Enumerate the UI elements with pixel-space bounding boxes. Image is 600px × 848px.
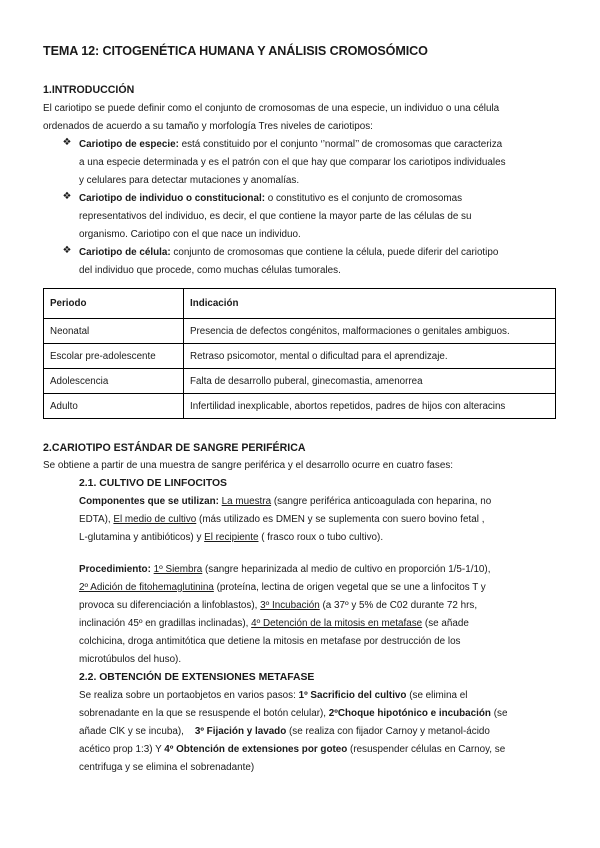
procedure-text: provoca su diferenciación a linfoblastos),	[79, 600, 261, 611]
extensions-text: (se	[490, 708, 508, 719]
table-cell-indication: Infertilidad inexplicable, abortos repetidos, padres de hijos con alteracins	[184, 394, 556, 419]
bullet-2-line-3: organismo. Cariotipo con el que nace un individuo.	[79, 229, 301, 240]
step-mitosis-arrest-desc: (se añade	[422, 618, 469, 629]
extensions-text: (se realiza con fijador Carnoy y metanol-ácido	[286, 726, 490, 737]
step-mitosis-arrest: 4º Detención de la mitosis en metafase	[251, 618, 423, 629]
bullet-3-text: conjunto de cromosomas que contiene la célula, puede diferir del cariotipo	[170, 247, 499, 258]
component-sample-desc: (sangre periférica anticoagulada con heparina, no	[271, 496, 492, 507]
table-header-row	[44, 289, 556, 319]
step-hypotonic-shock: 2ºChoque hipotónico e incubación	[328, 708, 491, 719]
table-cell-period: Escolar pre-adolescente	[44, 344, 184, 369]
extensions-text: Se realiza sobre un portaobjetos en varios pasos:	[79, 690, 299, 701]
bullet-3-line-1	[79, 244, 498, 262]
procedure-text: inclinación 45º en gradillas inclinadas),	[79, 618, 252, 629]
components-line-2	[79, 511, 484, 529]
bullet-3-line-2: del individuo que procede, como muchas células tumorales.	[79, 265, 341, 276]
intro-line-2: ordenados de acuerdo a su tamaño y morfología Tres niveles de cariotipos:	[43, 121, 373, 132]
extensions-text: (resuspender células en Carnoy, se	[347, 744, 506, 755]
extensions-line-5: centrifuga y se elimina el sobrenadante)	[79, 762, 255, 773]
section-2-heading: 2.CARIOTIPO ESTÁNDAR DE SANGRE PERIFÉRICA	[43, 442, 306, 454]
document-title: TEMA 12: CITOGENÉTICA HUMANA Y ANÁLISIS CROMOSÓMICO	[43, 44, 428, 58]
table-header-cell: Indicación	[184, 289, 556, 319]
diamond-bullet-icon: ❖	[62, 191, 72, 202]
intro-line-1: El cariotipo se puede definir como el conjunto de cromosomas de una especie, un individuo o una célula	[43, 103, 500, 114]
table-row	[44, 394, 556, 419]
step-drip-extensions: 4º Obtención de extensiones por goteo	[164, 744, 348, 755]
extensions-line-4	[79, 741, 505, 759]
table-row	[44, 369, 556, 394]
table-row	[44, 319, 556, 344]
components-label: Componentes que se utilizan:	[79, 496, 219, 507]
component-sample: La muestra	[221, 496, 272, 507]
subsection-2-2-heading: 2.2. OBTENCIÓN DE EXTENSIONES METAFASE	[79, 672, 315, 683]
diamond-bullet-icon: ❖	[62, 245, 72, 256]
procedure-line-6: microtúbulos del huso).	[79, 654, 182, 665]
bullet-1-line-2: a una especie determinada y es el patrón con el que hay que comparar los cariotipos individuales	[79, 157, 506, 168]
section-1-heading: 1.INTRODUCCIÓN	[43, 84, 135, 96]
extensions-line-2	[79, 705, 507, 723]
bullet-2-term: Cariotipo de individuo o constitucional:	[79, 193, 265, 204]
component-culture-desc: (más utilizado es DMEN y se suplementa con suero bovino fetal ,	[196, 514, 485, 525]
extensions-text: sobrenadante en la que se resuspende el botón celular),	[79, 708, 329, 719]
indications-table	[43, 288, 556, 419]
step-fixation-wash: 3º Fijación y lavado	[194, 726, 287, 737]
extensions-line-1	[79, 687, 467, 705]
step-phytohemagglutinin: 2º Adición de fitohemaglutinina	[79, 582, 214, 593]
bullet-1-term: Cariotipo de especie:	[79, 139, 179, 150]
procedure-line-1	[79, 561, 490, 579]
extensions-text: acético prop 1:3) Y	[79, 744, 165, 755]
component-culture-medium: El medio de cultivo	[113, 514, 197, 525]
procedure-line-3	[79, 597, 477, 615]
components-text: L-glutamina y antibióticos) y	[79, 532, 205, 543]
section-2-intro: Se obtiene a partir de una muestra de sangre periférica y el desarrollo ocurre en cuatro fases:	[43, 460, 454, 471]
table-cell-indication: Retraso psicomotor, mental o dificultad para el aprendizaje.	[184, 344, 556, 369]
table-cell-indication: Presencia de defectos congénitos, malformaciones o genitales ambiguos.	[184, 319, 556, 344]
components-line-1	[79, 493, 491, 511]
extensions-text: añade ClK y se incuba),	[79, 726, 195, 737]
diamond-bullet-icon: ❖	[62, 137, 72, 148]
table-cell-indication: Falta de desarrollo puberal, ginecomastia, amenorrea	[184, 369, 556, 394]
table-row	[44, 344, 556, 369]
step-phytohemagglutinin-desc: (proteína, lectina de origen vegetal que se une a linfocitos T y	[213, 582, 486, 593]
step-sowing: 1º Siembra	[153, 564, 203, 575]
procedure-label: Procedimiento:	[79, 564, 151, 575]
bullet-3-term: Cariotipo de célula:	[79, 247, 171, 258]
component-container: El recipiente	[204, 532, 259, 543]
table-cell-period: Adolescencia	[44, 369, 184, 394]
components-text: EDTA),	[79, 514, 114, 525]
step-incubation: 3º Incubación	[260, 600, 320, 611]
table-cell-period: Neonatal	[44, 319, 184, 344]
bullet-1-text: está constituido por el conjunto ‘’normal’’ de cromosomas que caracteriza	[178, 139, 503, 150]
step-sowing-desc: (sangre heparinizada al medio de cultivo en proporción 1/5-1/10),	[202, 564, 491, 575]
table-header-cell: Periodo	[44, 289, 184, 319]
bullet-2-line-2: representativos del individuo, es decir, el que contiene la mayor parte de las células de su	[79, 211, 472, 222]
step-incubation-desc: (a 37º y 5% de C02 durante 72 hrs,	[319, 600, 478, 611]
procedure-line-5: colchicina, droga antimitótica que detiene la mitosis en metafase por destrucción de los	[79, 636, 461, 647]
bullet-2-line-1	[79, 190, 462, 208]
extensions-text: (se elimina el	[406, 690, 468, 701]
table-cell-period: Adulto	[44, 394, 184, 419]
bullet-2-text: o constitutivo es el conjunto de cromosomas	[264, 193, 463, 204]
component-container-desc: ( frasco roux o tubo cultivo).	[258, 532, 384, 543]
bullet-1-line-1	[79, 136, 502, 154]
procedure-line-4	[79, 615, 469, 633]
bullet-1-line-3: y celulares para detectar mutaciones y anomalías.	[79, 175, 300, 186]
subsection-2-1-heading: 2.1. CULTIVO DE LINFOCITOS	[79, 478, 227, 489]
components-line-3	[79, 529, 383, 547]
procedure-line-2	[79, 579, 486, 597]
step-culture-sacrifice: 1º Sacrificio del cultivo	[298, 690, 407, 701]
extensions-line-3	[79, 723, 490, 741]
